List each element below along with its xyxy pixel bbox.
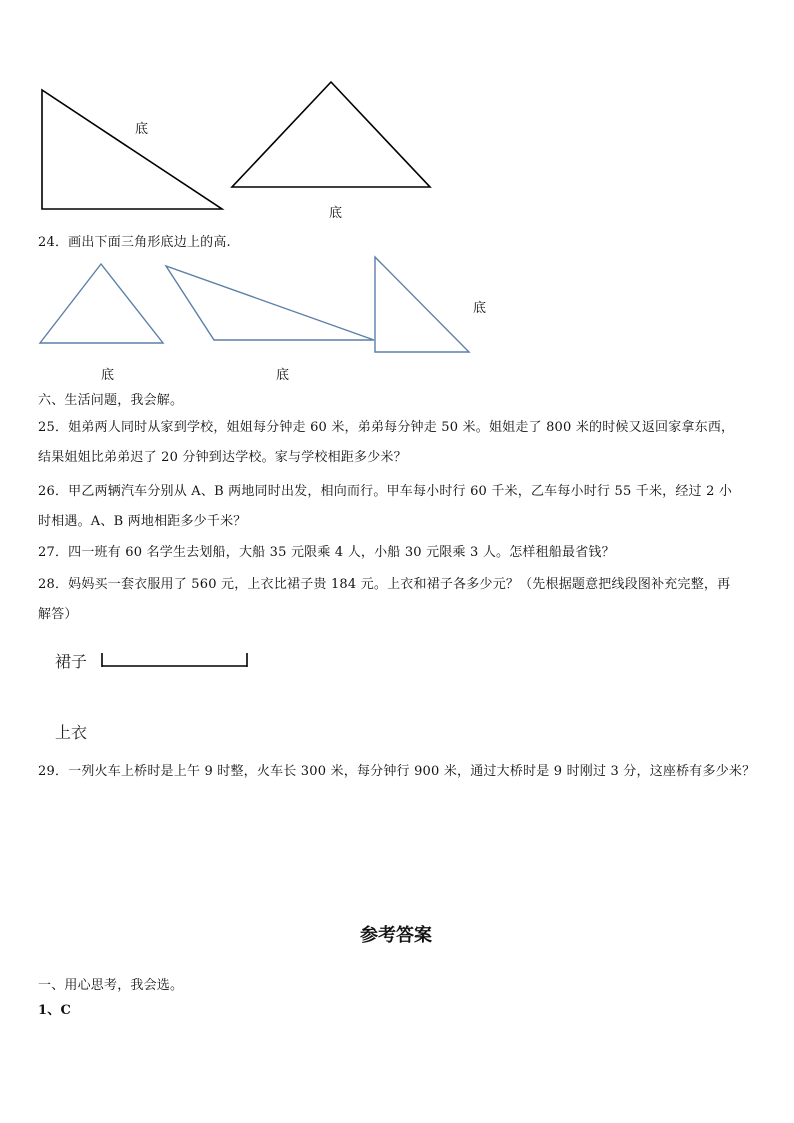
answers-section-1: 一、用心思考，我会选。 — [38, 978, 184, 993]
question-25-line-1: 25．姐弟两人同时从家到学校，姐姐每分钟走 60 米，弟弟每分钟走 50 米。姐姐走了 800 米的时候又返回家拿东西， — [38, 420, 735, 435]
skirt-label: 裙子 — [55, 652, 88, 671]
obtuse-triangle — [232, 82, 430, 187]
answers-title: 参考答案 — [360, 925, 432, 946]
q24-base-label-2: 底 — [276, 368, 290, 383]
q24-triangle-1 — [40, 264, 163, 343]
question-24: 24．画出下面三角形底边上的高. — [38, 235, 231, 250]
top-label: 上衣 — [55, 723, 88, 742]
question-26-line-2: 时相遇。A、B 两地相距多少千米？ — [38, 514, 247, 529]
section-6-heading: 六、生活问题，我会解。 — [38, 393, 184, 408]
question-25-line-2: 结果姐姐比弟弟迟了 20 分钟到达学校。家与学校相距多少米？ — [38, 450, 407, 465]
question-27: 27．四一班有 60 名学生去划船，大船 35 元限乘 4 人，小船 30 元限乘 3 人。怎样租船最省钱？ — [38, 545, 615, 560]
question-29: 29．一列火车上桥时是上午 9 时整，火车长 300 米，每分钟行 900 米，通过大桥时是 9 时刚过 3 分，这座桥有多少米？ — [38, 764, 756, 779]
question-26-line-1: 26．甲乙两辆汽车分别从 A、B 两地同时出发，相向而行。甲车每小时行 60 千米，乙车每小时行 55 千米，经过 2 小 — [38, 484, 733, 499]
question-28-line-2: 解答） — [38, 607, 78, 622]
triangle-base-label-left: 底 — [135, 122, 149, 137]
q24-triangle-3 — [375, 257, 469, 352]
q24-base-label-1: 底 — [101, 368, 115, 383]
answer-1: 1、C — [38, 1003, 71, 1018]
triangle-base-label-right: 底 — [329, 206, 343, 221]
question-28-line-1: 28．妈妈买一套衣服用了 560 元，上衣比裙子贵 184 元。上衣和裙子各多少元？（先根据题意把线段图补充完整，再 — [38, 577, 731, 592]
q24-base-label-3: 底 — [473, 301, 487, 316]
right-triangle — [42, 90, 222, 209]
q24-triangle-2 — [166, 266, 374, 340]
skirt-segment — [102, 653, 247, 667]
